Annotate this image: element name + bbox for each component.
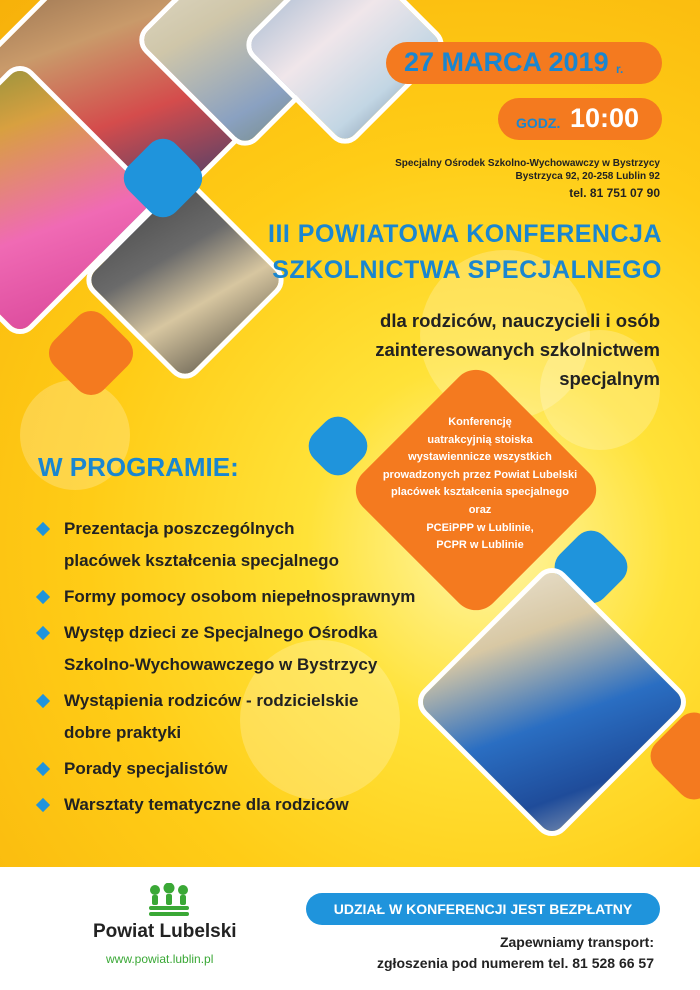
list-item	[36, 789, 436, 821]
time-label: GODZ.	[516, 115, 561, 131]
transport-info	[377, 932, 654, 974]
program-item-line: Formy pomocy osobom niepełnosprawnym	[64, 587, 416, 606]
title-line: SZKOLNICTWA SPECJALNEGO	[272, 256, 662, 284]
program-item-line: Porady specjalistów	[64, 759, 228, 778]
list-item	[36, 685, 436, 749]
program-item-line: placówek kształcenia specjalnego	[64, 551, 339, 570]
info-line: PCEiPPP w Lublinie,	[426, 521, 534, 534]
diamond-bullet-icon	[36, 590, 50, 604]
program-list	[36, 513, 436, 825]
subtitle-line: dla rodziców, nauczycieli i osób	[380, 310, 660, 331]
program-item-line: Wystąpienia rodziców - rodzicielskie	[64, 691, 359, 710]
list-item	[36, 753, 436, 785]
info-line: PCPR w Lublinie	[436, 539, 524, 552]
program-item-line: Warsztaty tematyczne dla rodziców	[64, 795, 349, 814]
diamond-bullet-icon	[36, 762, 50, 776]
info-line: Konferencję	[448, 416, 512, 428]
diamond-bullet-icon	[36, 626, 50, 640]
transport-line: Zapewniamy transport:	[499, 934, 654, 950]
list-item	[36, 617, 436, 681]
powiat-logo-icon	[146, 883, 192, 919]
time-badge	[498, 98, 662, 140]
event-time: 10:00	[570, 103, 640, 133]
program-item-line: Prezentacja poszczególnych	[64, 519, 295, 538]
list-item	[36, 581, 436, 613]
diamond-bullet-icon	[36, 522, 50, 536]
conference-title	[268, 216, 662, 288]
info-line: wystawiennicze wszystkich	[408, 451, 552, 464]
subtitle-line: specjalnym	[559, 368, 660, 389]
logo-url: www.powiat.lublin.pl	[106, 952, 214, 966]
venue-phone: tel. 81 751 07 90	[569, 186, 660, 200]
diamond-bullet-icon	[36, 798, 50, 812]
diamond-bullet-icon	[36, 694, 50, 708]
conference-subtitle	[375, 306, 660, 393]
free-participation-banner: UDZIAŁ W KONFERENCJI JEST BEZPŁATNY	[306, 893, 660, 925]
date-badge	[386, 42, 662, 84]
program-item-line: dobre praktyki	[64, 723, 182, 742]
program-item-line: Występ dzieci ze Specjalnego Ośrodka	[64, 623, 378, 642]
list-item	[36, 513, 436, 577]
info-line: placówek kształcenia specjalnego	[391, 486, 569, 499]
venue-name: Specjalny Ośrodek Szkolno-Wychowawczy w Bystrzycy	[395, 158, 660, 169]
subtitle-line: zainteresowanych szkolnictwem	[375, 339, 660, 360]
venue-address: Bystrzyca 92, 20-258 Lublin 92	[515, 171, 660, 182]
event-date: 27 MARCA 2019	[404, 47, 609, 77]
info-line: uatrakcyjnią stoiska	[427, 433, 533, 446]
info-line: oraz	[468, 503, 492, 516]
transport-line: zgłoszenia pod numerem tel. 81 528 66 57	[377, 955, 654, 971]
program-heading: W PROGRAMIE:	[38, 452, 239, 482]
title-line: III POWIATOWA KONFERENCJA	[268, 220, 662, 248]
logo-name: Powiat Lubelski	[93, 921, 237, 942]
event-date-suffix: r.	[616, 62, 624, 76]
program-item-line: Szkolno-Wychowawczego w Bystrzycy	[64, 655, 378, 674]
photo-therapy-room	[411, 561, 694, 844]
info-line: prowadzonych przez Powiat Lubelski	[382, 468, 578, 481]
